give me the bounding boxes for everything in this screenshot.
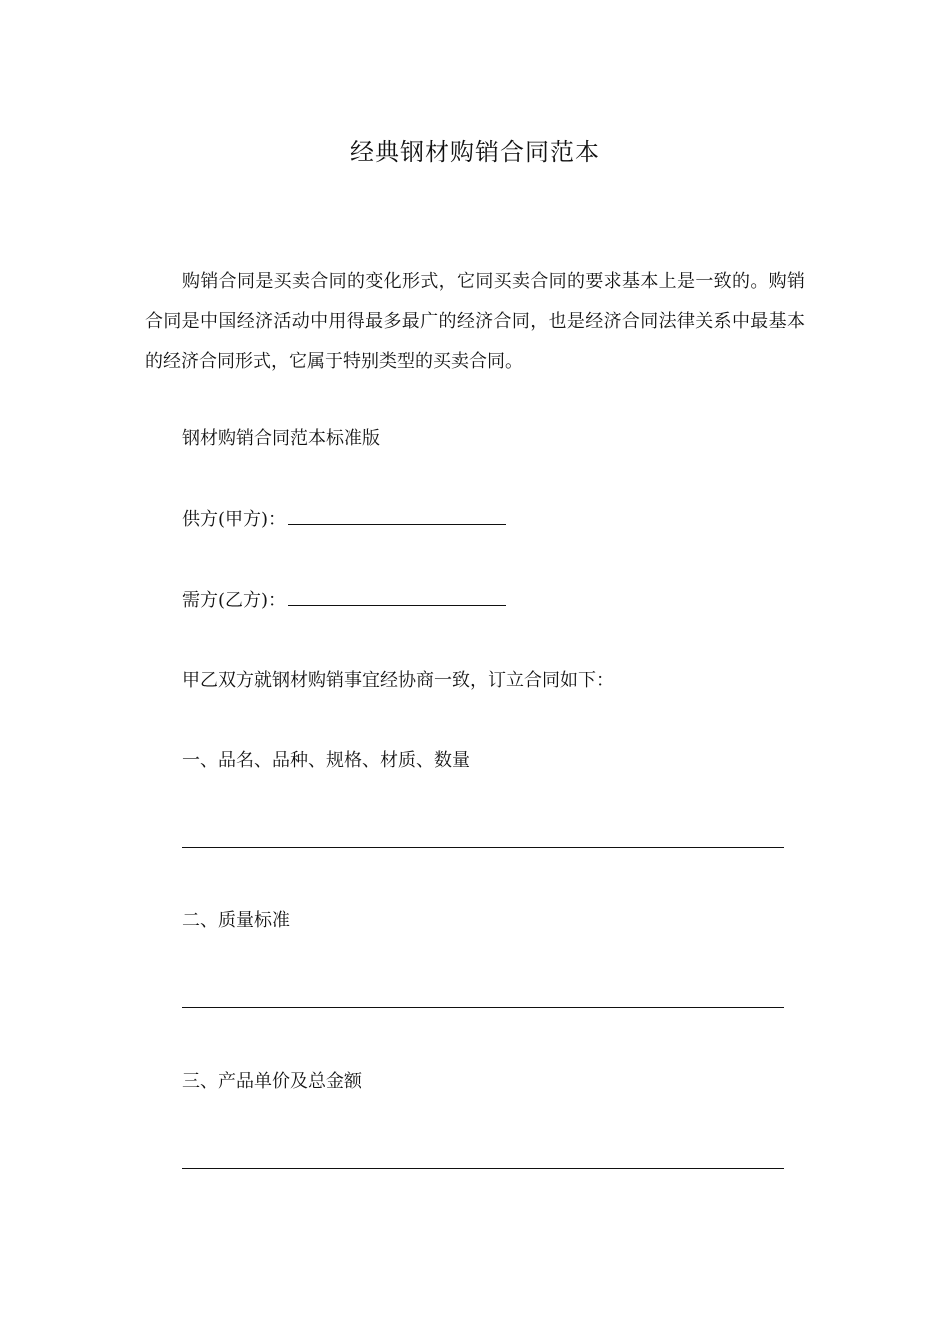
agreement-line: 甲乙双方就钢材购销事宜经协商一致，订立合同如下： [182, 670, 614, 691]
section-fill-blank [182, 1007, 784, 1008]
section-fill-blank [182, 1168, 784, 1169]
buyer-label: 需方(乙方)： [182, 590, 287, 611]
document-title: 经典钢材购销合同范本 [350, 138, 600, 166]
buyer-blank [288, 587, 506, 606]
buyer-field-row [182, 587, 506, 614]
supplier-field-row [182, 506, 506, 533]
document-subtitle: 钢材购销合同范本标准版 [182, 428, 380, 449]
section-heading: 一、品名、品种、规格、材质、数量 [182, 750, 470, 771]
section-fill-blank [182, 847, 784, 848]
supplier-blank [288, 506, 506, 525]
intro-paragraph: 购销合同是买卖合同的变化形式，它同买卖合同的要求基本上是一致的。购销合同是中国经济活动中用得最多最广的经济合同，也是经济合同法律关系中最基本的经济合同形式，它属于特别类型的买卖合同。 [145, 271, 805, 372]
section-heading: 三、产品单价及总金额 [182, 1071, 362, 1092]
section-heading: 二、质量标准 [182, 910, 290, 931]
supplier-label: 供方(甲方)： [182, 509, 287, 530]
